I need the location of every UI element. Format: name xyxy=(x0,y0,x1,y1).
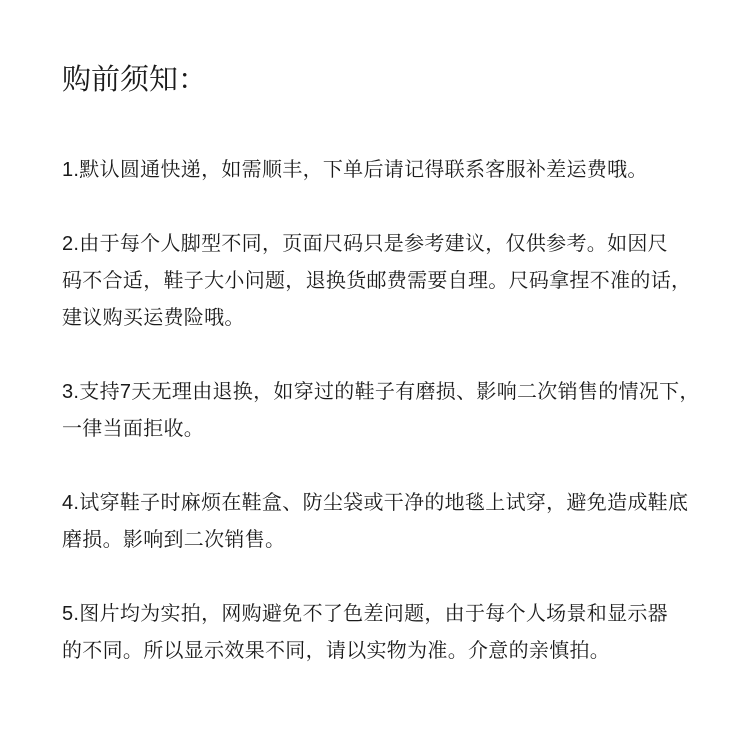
note-line: 4.试穿鞋子时麻烦在鞋盒、防尘袋或干净的地毯上试穿，避免造成鞋底 xyxy=(62,492,689,514)
page-title: 购前须知： xyxy=(62,64,208,96)
note-line: 1.默认圆通快递，如需顺丰，下单后请记得联系客服补差运费哦。 xyxy=(62,159,648,181)
note-line: 3.支持7天无理由退换，如穿过的鞋子有磨损、影响二次销售的情况下， xyxy=(62,381,700,403)
note-line: 一律当面拒收。 xyxy=(62,418,205,440)
note-line: 磨损。影响到二次销售。 xyxy=(62,529,286,551)
note-line: 的不同。所以显示效果不同，请以实物为准。介意的亲慎拍。 xyxy=(62,640,611,662)
note-line: 建议购买运费险哦。 xyxy=(62,307,245,329)
note-line: 码不合适，鞋子大小问题，退换货邮费需要自理。尺码拿捏不准的话， xyxy=(62,270,692,292)
note-line: 2.由于每个人脚型不同，页面尺码只是参考建议，仅供参考。如因尺 xyxy=(62,233,668,255)
note-line: 5.图片均为实拍，网购避免不了色差问题，由于每个人场景和显示器 xyxy=(62,603,668,625)
